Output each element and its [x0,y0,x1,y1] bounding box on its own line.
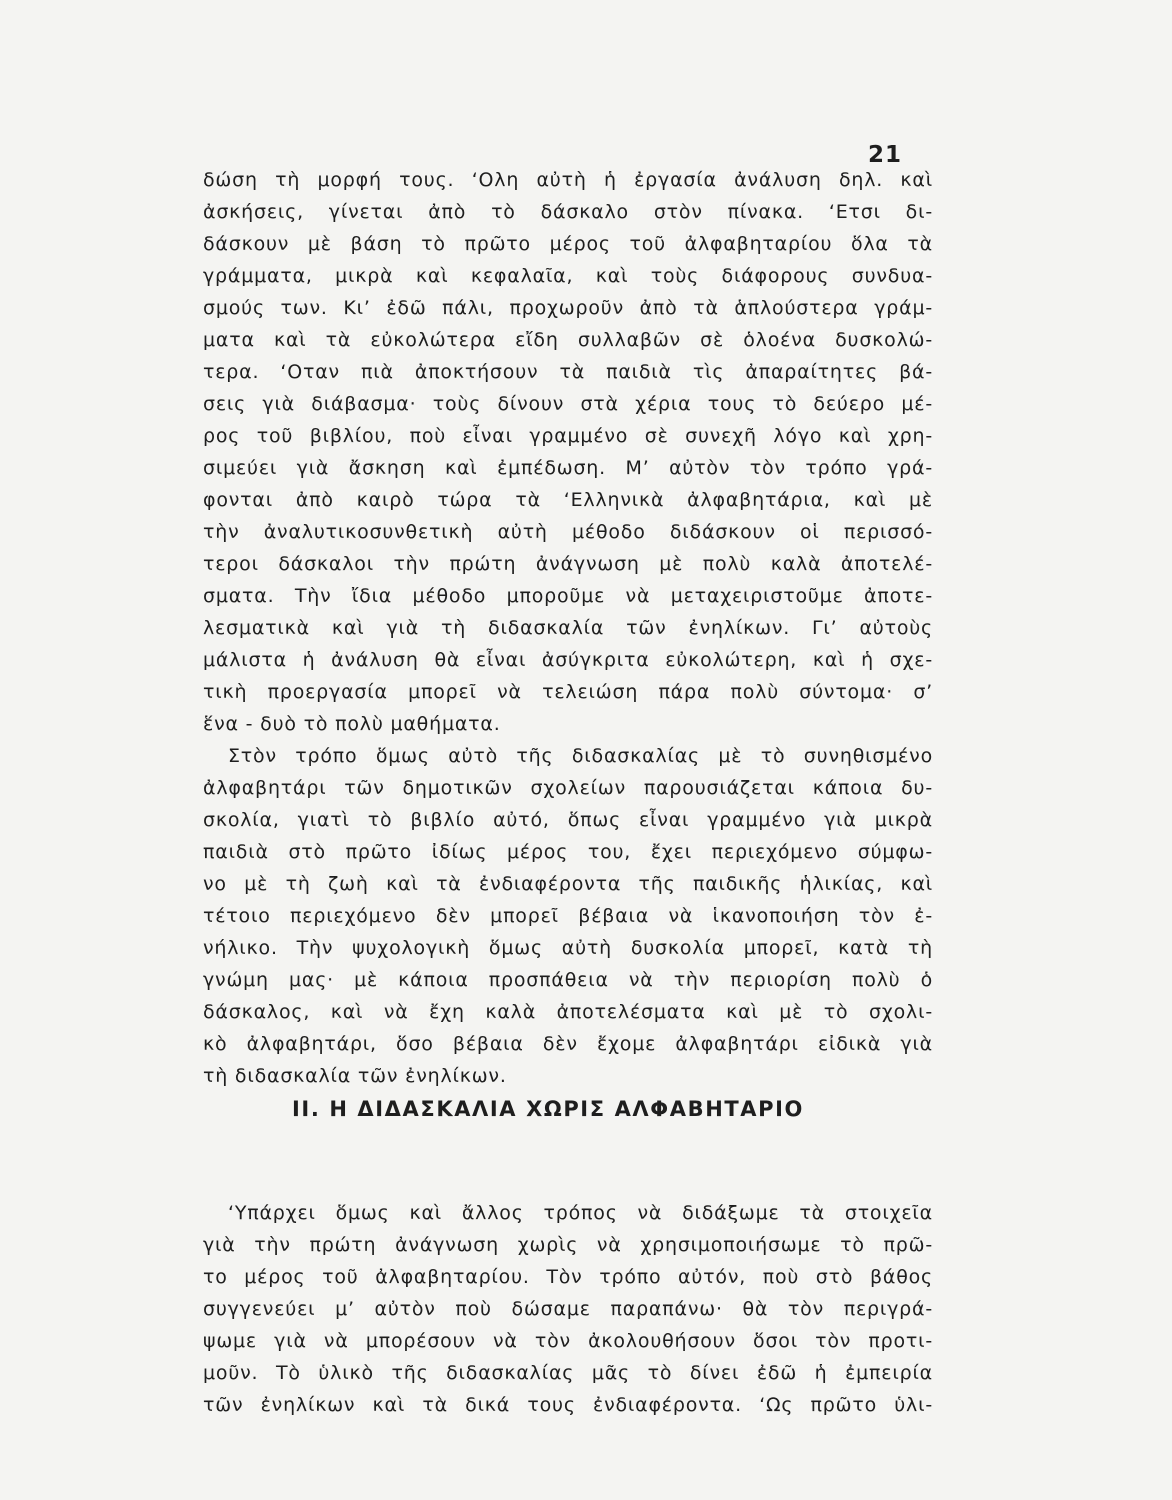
text-line: τὴ διδασκαλία τῶν ἐνηλίκων. [203,1065,507,1087]
text-line: τερα. ʻΟταν πιὰ ἀποκτήσουν τὰ παιδιὰ τὶς ἀπαραίτητες βά- [203,361,933,383]
text-line: ματα καὶ τὰ εὐκολώτερα εἴδη συλλαβῶν σὲ ὁλοένα δυσκολώ- [203,329,933,351]
section-heading: ΙΙ. Η ΔΙΔΑΣΚΑΛΙΑ ΧΩΡΙΣ ΑΛΦΑΒΗΤΑΡΙΟ [292,1097,805,1121]
text-line: μάλιστα ἡ ἀνάλυση θὰ εἶναι ἀσύγκριτα εὐκολώτερη, καὶ ἡ σχε- [203,649,933,671]
text-line: νήλικο. Τὴν ψυχολογικὴ ὅμως αὐτὴ δυσκολία μπορεῖ, κατὰ τὴ [203,937,933,959]
text-line: μοῦν. Τὸ ὑλικὸ τῆς διδασκαλίας μᾶς τὸ δίνει ἐδῶ ἡ ἐμπειρία [203,1362,933,1384]
text-line: σματα. Τὴν ἴδια μέθοδο μποροῦμε νὰ μεταχειριστοῦμε ἀποτε- [203,585,933,607]
text-line: σεις γιὰ διάβασμα· τοὺς δίνουν στὰ χέρια τους τὸ δεύερο μέ- [203,393,933,415]
text-line: ἕνα - δυὸ τὸ πολὺ μαθήματα. [203,713,501,735]
text-line: κὸ ἀλφαβητάρι, ὅσο βέβαια δὲν ἔχομε ἀλφαβητάρι εἰδικὰ γιὰ [203,1033,933,1055]
text-line: το μέρος τοῦ ἀλφαβηταρίου. Τὸν τρόπο αὐτόν, ποὺ στὸ βάθος [203,1266,933,1288]
text-line: γιὰ τὴν πρώτη ἀνάγνωση χωρὶς νὰ χρησιμοποιήσωμε τὸ πρῶ- [203,1234,933,1256]
text-line: ρος τοῦ βιβλίου, ποὺ εἶναι γραμμένο σὲ συνεχῆ λόγο καὶ χρη- [203,425,933,447]
text-line: σμούς των. Κι’ ἐδῶ πάλι, προχωροῦν ἀπὸ τὰ ἁπλούστερα γράμ- [203,297,933,319]
text-line: γνώμη μας· μὲ κάποια προσπάθεια νὰ τὴν περιορίση πολὺ ὁ [203,969,933,991]
text-line: ʻΥπάρχει ὅμως καὶ ἄλλος τρόπος νὰ διδάξωμε τὰ στοιχεῖα [228,1202,933,1224]
text-line: δάσκουν μὲ βάση τὸ πρῶτο μέρος τοῦ ἀλφαβηταρίου ὅλα τὰ [203,233,933,255]
text-line: ἀλφαβητάρι τῶν δημοτικῶν σχολείων παρουσιάζεται κάποια δυ- [203,777,933,799]
text-line: σιμεύει γιὰ ἄσκηση καὶ ἐμπέδωση. Μ’ αὐτὸν τὸν τρόπο γρά- [203,457,933,479]
text-line: νο μὲ τὴ ζωὴ καὶ τὰ ἐνδιαφέροντα τῆς παιδικῆς ἡλικίας, καὶ [203,873,933,895]
text-line: λεσματικὰ καὶ γιὰ τὴ διδασκαλία τῶν ἐνηλίκων. Γι’ αὐτοὺς [203,617,933,639]
text-line: τῶν ἐνηλίκων καὶ τὰ δικά τους ἐνδιαφέροντα. ʻΩς πρῶτο ὑλι- [203,1394,933,1416]
text-line: φονται ἀπὸ καιρὸ τώρα τὰ ʻΕλληνικὰ ἀλφαβητάρια, καὶ μὲ [203,489,933,511]
text-line: τεροι δάσκαλοι τὴν πρώτη ἀνάγνωση μὲ πολὺ καλὰ ἀποτελέ- [203,553,933,575]
page-number: 21 [868,142,903,168]
text-line: ἀσκήσεις, γίνεται ἀπὸ τὸ δάσκαλο στὸν πίνακα. ʻΕτσι δι- [203,201,933,223]
text-line: γράμματα, μικρὰ καὶ κεφαλαῖα, καὶ τοὺς διάφορους συνδυα- [203,265,933,287]
text-line: τὴν ἀναλυτικοσυνθετικὴ αὐτὴ μέθοδο διδάσκουν οἱ περισσό- [203,521,933,543]
text-line: δάσκαλος, καὶ νὰ ἔχη καλὰ ἀποτελέσματα καὶ μὲ τὸ σχολι- [203,1001,933,1023]
text-line: σκολία, γιατὶ τὸ βιβλίο αὐτό, ὅπως εἶναι γραμμένο γιὰ μικρὰ [203,809,933,831]
text-line: ψωμε γιὰ νὰ μπορέσουν νὰ τὸν ἀκολουθήσουν ὅσοι τὸν προτι- [203,1330,933,1352]
text-line: τικὴ προεργασία μπορεῖ νὰ τελειώση πάρα πολὺ σύντομα· σ’ [203,681,933,703]
text-line: συγγενεύει μ’ αὐτὸν ποὺ δώσαμε παραπάνω· θὰ τὸν περιγρά- [203,1298,933,1320]
text-line: παιδιὰ στὸ πρῶτο ἰδίως μέρος του, ἔχει περιεχόμενο σύμφω- [203,841,933,863]
text-line: Στὸν τρόπο ὅμως αὐτὸ τῆς διδασκαλίας μὲ τὸ συνηθισμένο [228,745,933,767]
text-line: τέτοιο περιεχόμενο δὲν μπορεῖ βέβαια νὰ ἱκανοποιήση τὸν ἐ- [203,905,933,927]
text-line: δώση τὴ μορφή τους. ʻΟλη αὐτὴ ἡ ἐργασία ἀνάλυση δηλ. καὶ [203,169,933,191]
